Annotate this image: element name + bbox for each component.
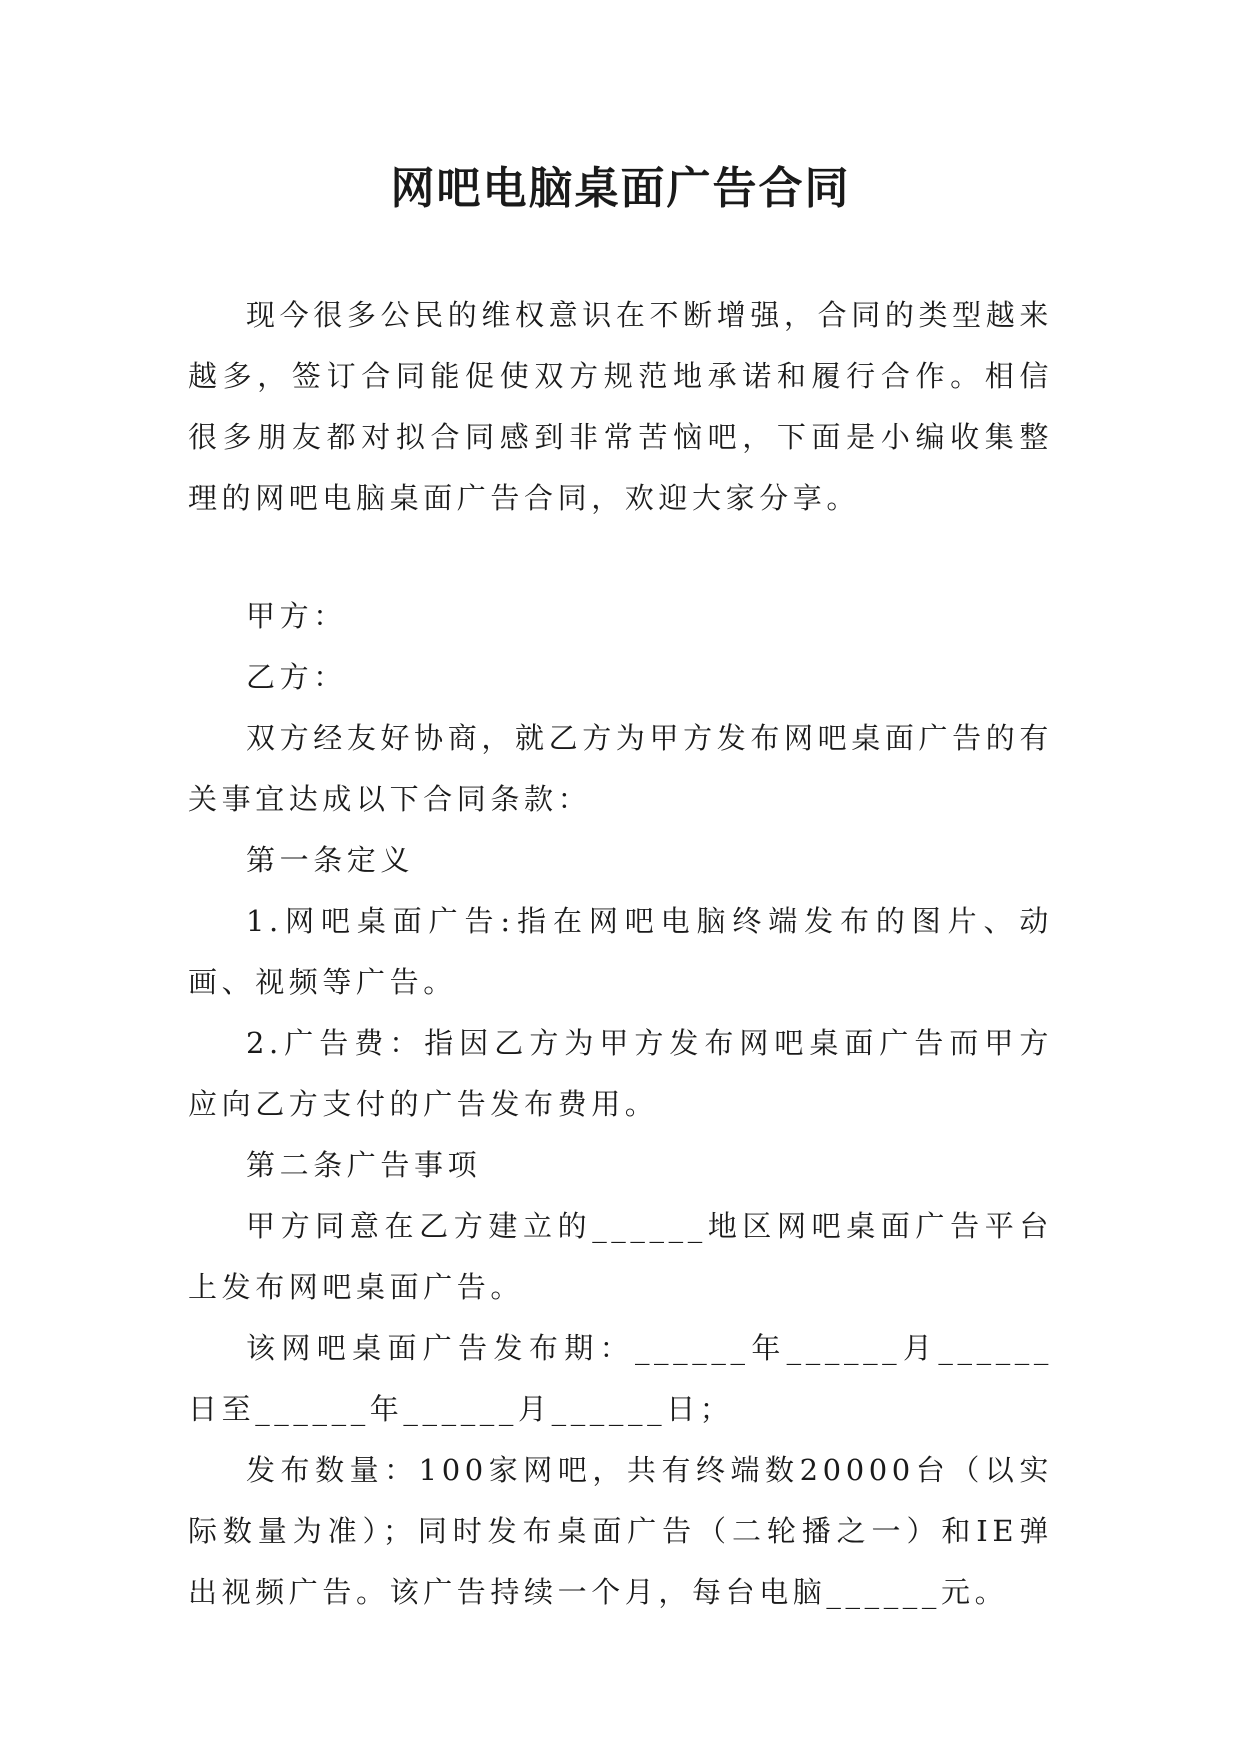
platform-clause: 甲方同意在乙方建立的______地区网吧桌面广告平台上发布网吧桌面广告。 [188, 1209, 1053, 1304]
party-a-line: 甲方： [246, 599, 347, 633]
intro-paragraph: 现今很多公民的维权意识在不断增强，合同的类型越来越多，签订合同能促使双方规范地承诺和履行合作。相信很多朋友都对拟合同感到非常苦恼吧，下面是小编收集整理的网吧电脑桌面广告合同，欢迎大家分享。 [188, 298, 1053, 515]
article-2-heading: 第二条广告事项 [246, 1148, 482, 1182]
publish-quantity-clause: 发布数量：100家网吧，共有终端数20000台（以实际数量为准）；同时发布桌面广告（二轮播之一）和IE弹出视频广告。该广告持续一个月，每台电脑______元。 [188, 1453, 1053, 1609]
article-1-heading: 第一条定义 [246, 843, 415, 877]
document-body [188, 285, 1053, 1623]
document-title: 网吧电脑桌面广告合同 [390, 163, 851, 214]
party-b-line: 乙方： [246, 660, 347, 694]
publish-period-clause: 该网吧桌面广告发布期：______年______月______日至______年______月______日； [188, 1331, 1053, 1426]
definition-1: 1.网吧桌面广告:指在网吧电脑终端发布的图片、动画、视频等广告。 [188, 904, 1053, 999]
agreement-preamble: 双方经友好协商，就乙方为甲方发布网吧桌面广告的有关事宜达成以下合同条款： [188, 721, 1053, 816]
definition-2: 2.广告费：指因乙方为甲方发布网吧桌面广告而甲方应向乙方支付的广告发布费用。 [188, 1026, 1053, 1121]
